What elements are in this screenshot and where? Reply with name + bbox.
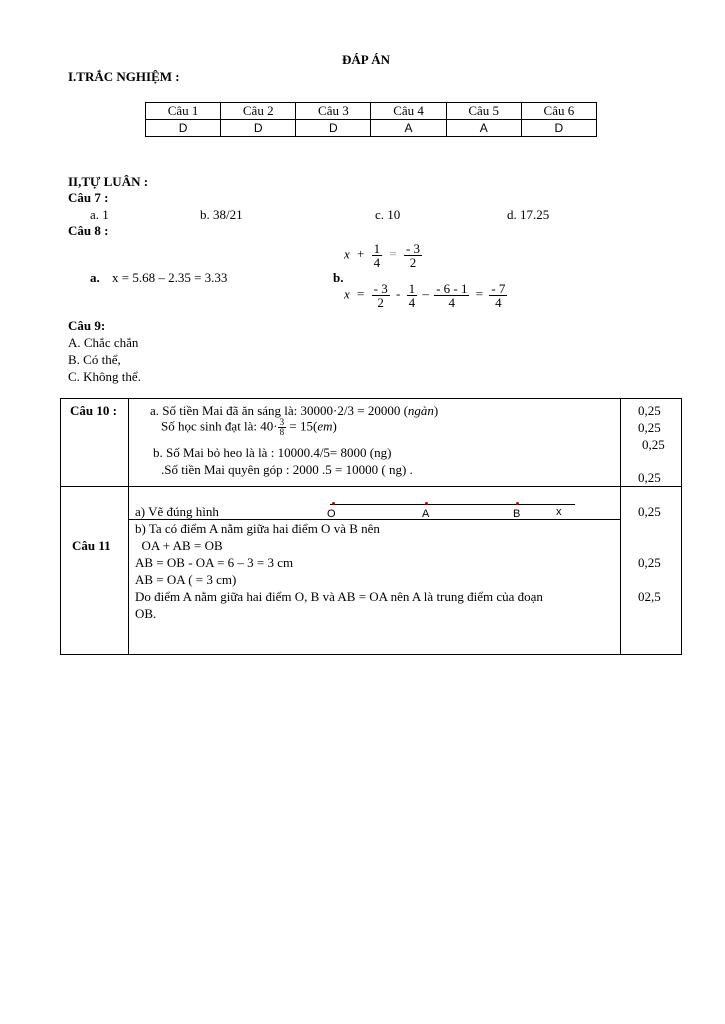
q10-line-3: b. Số Mai bỏ heo là là : 10000.4/5= 8000 (ng) [153, 445, 392, 460]
q10-score: 0,25 [638, 470, 661, 485]
fraction: $\frac{1}{4}$ [408, 281, 416, 310]
section-2-heading: II,TỰ LUÂN : [68, 174, 149, 189]
answer-cell: A [371, 120, 446, 137]
equals-sign: = [389, 246, 397, 262]
q7-answer-a: a. 1 [90, 207, 109, 222]
multiple-choice-table [145, 102, 597, 137]
header-cell: Câu 1 [146, 103, 221, 120]
fraction: $\frac{- 3}{2}$ [405, 241, 421, 270]
q9-answer-c: C. Không thể. [68, 369, 141, 384]
answer-cell: D [146, 120, 221, 137]
answer-cell: D [221, 120, 296, 137]
q8-b-label: b. [333, 270, 344, 285]
equals-sign: = [357, 286, 365, 302]
q11-b-line-5: Do điểm A nằm giữa hai điểm O, B và AB = OA nên A là trung điểm của đoạn [135, 589, 543, 604]
q7-answer-b: b. 38/21 [200, 207, 243, 222]
q11-score: 0,25 [638, 555, 661, 570]
minus-sign: - [395, 286, 401, 302]
q8-label: Câu 8 : [68, 223, 109, 238]
q11-part-a: a) Vẽ đúng hình [135, 504, 219, 519]
equals-sign: = [475, 286, 484, 302]
header-cell: Câu 6 [521, 103, 596, 120]
point-a-dot [425, 502, 428, 505]
header-cell: Câu 2 [221, 103, 296, 120]
answer-cell: D [296, 120, 371, 137]
fraction: $\frac{3}{8}$ [279, 417, 285, 437]
q7-label: Câu 7 : [68, 190, 109, 205]
q9-answer-b: B. Có thể, [68, 352, 121, 367]
point-o-label: O [327, 508, 336, 520]
q8-a-answer: x = 5.68 – 2.35 = 3.33 [112, 270, 228, 285]
q11-b-line-2: OA + AB = OB [135, 538, 223, 553]
plus-sign: + [357, 246, 365, 262]
q11-score: 02,5 [638, 589, 661, 604]
fraction: $\frac{- 7}{4}$ [491, 281, 506, 310]
q10-line-1: a. Số tiền Mai đã ăn sáng là: 30000·2/3 = 20000 (ngàn) [150, 403, 439, 418]
q11-b-line-4: AB = OA ( = 3 cm) [135, 572, 237, 587]
q11-label: Câu 11 [72, 538, 111, 553]
header-cell: Câu 3 [296, 103, 371, 120]
q10-line-2: Số học sinh đạt là: 40· $\frac{3}{8}$ = 15(em) [161, 417, 337, 437]
dash-sign: – [422, 286, 429, 302]
q9-label: Câu 9: [68, 318, 106, 333]
row-divider [60, 486, 681, 487]
point-b-dot [516, 502, 519, 505]
point-a-label: A [422, 508, 430, 520]
page-title: ĐÁP ÁN [342, 52, 391, 67]
column-divider [128, 398, 129, 654]
point-b-label: B [513, 508, 521, 520]
ray-end-label: x [556, 506, 562, 518]
q11-score: 0,25 [638, 504, 661, 519]
q7-answer-c: c. 10 [375, 207, 401, 222]
q11-b-line-6: OB. [135, 606, 157, 621]
q11-b-line-1: b) Ta có điểm A nằm giữa hai điểm O và B nên [135, 521, 380, 536]
ray-ox [330, 504, 575, 505]
q7-answer-d: d. 17.25 [507, 207, 550, 222]
variable-x: x [344, 246, 350, 262]
variable-x: x [344, 286, 350, 302]
q10-score: 0,25 [638, 403, 661, 418]
q8-a-label: a. [90, 270, 100, 285]
q8-equation-line-1 [344, 242, 422, 269]
answer-cell: D [521, 120, 596, 137]
column-divider [620, 398, 621, 654]
section-1-heading: I.TRẮC NGHIỆM : [68, 69, 180, 84]
fraction: $\frac{- 6 - 1}{4}$ [436, 281, 468, 310]
q10-line-4: .Số tiền Mai quyên góp : 2000 .5 = 10000 ( ng) . [161, 462, 413, 477]
header-cell: Câu 4 [371, 103, 446, 120]
point-o-dot [332, 502, 335, 505]
q8-equation-line-2 [344, 282, 507, 309]
q10-score: 0,25 [642, 437, 665, 452]
q10-label: Câu 10 : [70, 403, 117, 418]
q10-score: 0,25 [638, 420, 661, 435]
fraction: $\frac{1}{4}$ [373, 241, 381, 270]
q11-b-line-3: AB = OB - OA = 6 – 3 = 3 cm [135, 555, 294, 570]
table-answer-row [146, 120, 597, 137]
answer-cell: A [446, 120, 521, 137]
fraction: $\frac{- 3}{2}$ [373, 281, 388, 310]
header-cell: Câu 5 [446, 103, 521, 120]
q9-answer-a: A. Chắc chắn [68, 335, 139, 350]
table-header-row [146, 103, 597, 120]
